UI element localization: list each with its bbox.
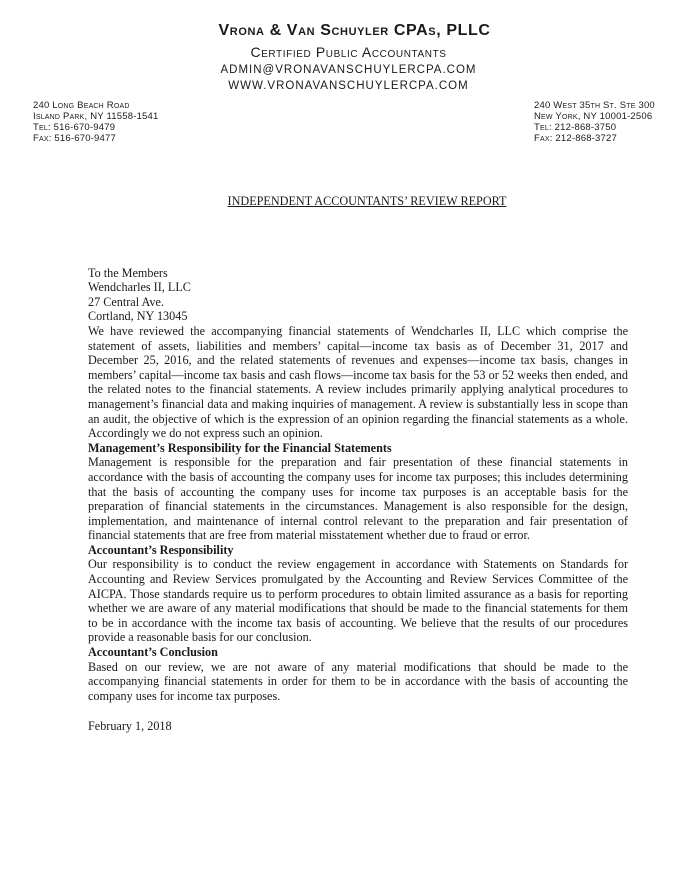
section-heading-conclusion: Accountant’s Conclusion [88, 645, 218, 660]
intro-paragraph: We have reviewed the accompanying financial statements of Wendcharles II, LLC which comprise the statement of assets, liabilities and members’ capital—income tax basis as of December 31, 2017 and December 25, 2016, and the related statements of revenues and expenses—income tax basis, changes in members’ capital—income tax basis and cash flows—income tax basis for the 53 or 52 weeks then ended, and the related notes to the financial statements. A review includes primarily applying analytical procedures to management’s financial data and making inquiries of management. A review is substantially less in scope than an audit, the objective of which is the expression of an opinion regarding the financial statements as a whole. Accordingly we do not express such an opinion. [88, 323, 628, 441]
address-street: 240 Long Beach Road [33, 100, 130, 111]
addressee-line: Cortland, NY 13045 [88, 309, 188, 324]
address-fax: Fax: 212-868-3727 [534, 133, 617, 144]
firm-name: Vrona & Van Schuyler CPAs, PLLC [218, 22, 491, 39]
firm-website: WWW.VRONAVANSCHUYLERCPA.COM [228, 80, 469, 92]
section-heading-responsibility: Accountant’s Responsibility [88, 542, 234, 557]
office-address-right [534, 100, 655, 144]
address-tel: Tel: 212-868-3750 [534, 122, 617, 133]
office-address-left [33, 100, 159, 144]
letterhead [0, 20, 697, 94]
address-fax: Fax: 516-670-9477 [33, 133, 116, 144]
report-title: INDEPENDENT ACCOUNTANTS’ REVIEW REPORT [227, 194, 507, 208]
firm-subtitle: Certified Public Accountants [250, 44, 447, 60]
address-street: 240 West 35th St. Ste 300 [534, 100, 655, 111]
address-city: Island Park, NY 11558-1541 [33, 111, 159, 122]
address-city: New York, NY 10001-2506 [534, 111, 653, 122]
section-body-responsibility: Our responsibility is to conduct the review engagement in accordance with Statements on Standards for Accounting and Review Services promulgated by the Accounting and Review Services Committee of the AICPA. Those standards require us to perform procedures to obtain limited assurance as a basis for reporting whether we are aware of any material modifications that should be made to the financial statements for them to be in accordance with the income tax basis of accounting. We believe that the results of our procedures provide a reasonable basis for our conclusion. [88, 557, 628, 645]
addressee-line: 27 Central Ave. [88, 294, 164, 309]
section-body-conclusion: Based on our review, we are not aware of any material modifications that should be made to the accompanying financial statements in order for them to be in accordance with the basis of accounting the company uses for income tax purposes. [88, 659, 628, 703]
section-body-management: Management is responsible for the preparation and fair presentation of these financial statements in accordance with the basis of accounting the company uses for income tax purposes; this includes determining that the basis of accounting the company uses for income tax purposes is an acceptable basis for the preparation of financial statements in the circumstances. Management is also responsible for the design, implementation, and maintenance of internal control relevant to the preparation and fair presentation of financial statements that are free from material misstatement whether due to fraud or error. [88, 455, 628, 543]
review-report [88, 194, 628, 734]
report-date: February 1, 2018 [88, 719, 172, 734]
addressee-line: To the Members [88, 265, 168, 280]
address-tel: Tel: 516-670-9479 [33, 122, 116, 133]
firm-email: ADMIN@VRONAVANSCHUYLERCPA.COM [220, 64, 477, 76]
section-heading-management: Management’s Responsibility for the Financial Statements [88, 440, 392, 455]
addressee-block [88, 266, 628, 324]
addressee-line: Wendcharles II, LLC [88, 280, 191, 295]
